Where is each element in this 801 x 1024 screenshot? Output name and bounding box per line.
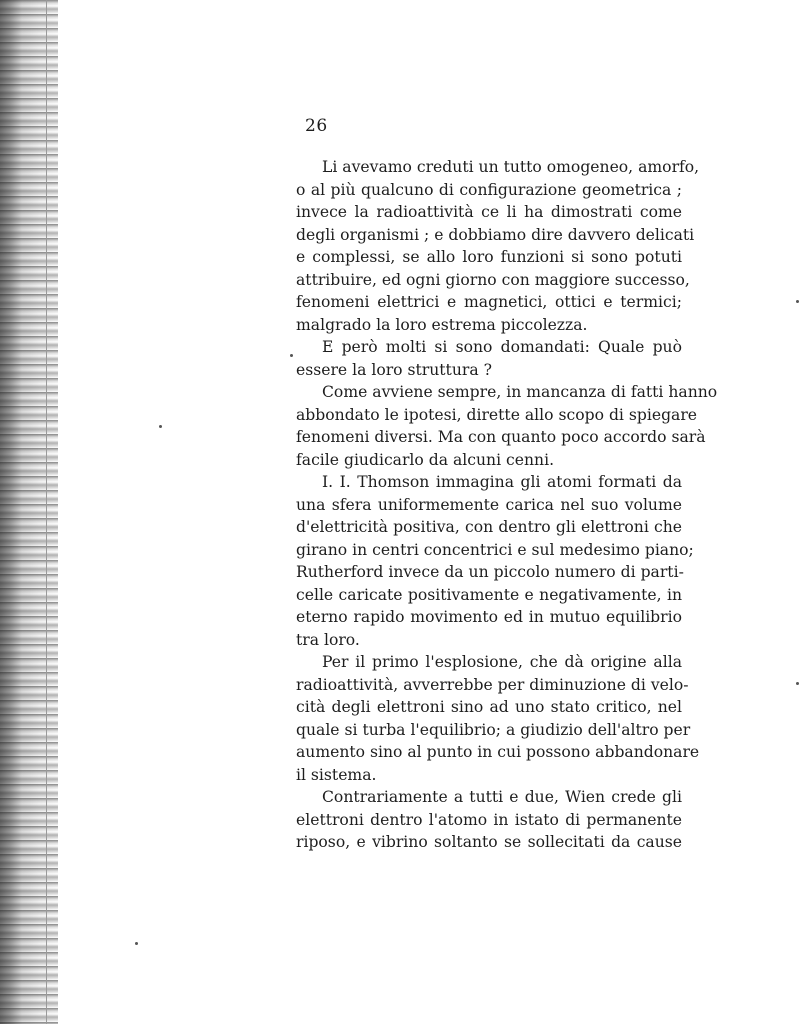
text-line: malgrado la loro estrema piccolezza.: [296, 315, 588, 334]
text-line: una sfera uniformemente carica nel suo volume: [296, 495, 682, 514]
text-line: d'elettricità positiva, con dentro gli elettroni che: [296, 518, 682, 536]
text-line: cità degli elettroni sino ad uno stato critico, nel: [296, 698, 682, 716]
text-line: Contrariamente a tutti e due, Wien crede gli: [322, 788, 682, 806]
text-line: Per il primo l'esplosione, che dà origine alla: [322, 653, 682, 671]
text-line: elettroni dentro l'atomo in istato di permanente: [296, 810, 682, 829]
text-line: degli organismi ; e dobbiamo dire davvero delicati: [296, 225, 695, 244]
text-line: il sistema.: [296, 765, 377, 784]
text-line: facile giudicarlo da alcuni cenni.: [296, 450, 555, 469]
text-line: fenomeni elettrici e magnetici, ottici e termici;: [296, 293, 682, 311]
text-line: girano in centri concentrici e sul medesimo piano;: [296, 540, 694, 559]
text-line: Come avviene sempre, in mancanza di fatti hanno: [322, 383, 718, 401]
text-line: e complessi, se allo loro funzioni si sono potuti: [296, 248, 682, 266]
scan-speck: [290, 354, 293, 357]
text-line: I. I. Thomson immagina gli atomi formati da: [322, 473, 682, 491]
text-line: essere la loro struttura ?: [296, 360, 492, 379]
text-line: eterno rapido movimento ed in mutuo equilibrio: [296, 608, 682, 626]
text-line: abbondato le ipotesi, dirette allo scopo di spiegare: [296, 405, 698, 424]
scan-speck: [135, 942, 138, 945]
body-text: [296, 156, 718, 854]
text-line: Rutherford invece da un piccolo numero di parti-: [296, 563, 684, 581]
text-line: celle caricate positivamente e negativamente, in: [296, 585, 682, 604]
text-line: attribuire, ed ogni giorno con maggiore successo,: [296, 270, 690, 289]
page-number: 26: [305, 116, 328, 136]
text-line: tra loro.: [296, 630, 360, 649]
text-line: Li avevamo creduti un tutto omogeneo, amorfo,: [322, 158, 700, 176]
text-line: o al più qualcuno di configurazione geometrica ;: [296, 180, 682, 199]
text-line: quale si turba l'equilibrio; a giudizio dell'altro per: [296, 720, 691, 739]
text-line: invece la radioattività ce li ha dimostrati come: [296, 203, 682, 221]
scan-speck: [796, 300, 799, 303]
text-line: riposo, e vibrino soltanto se sollecitati da cause: [296, 833, 682, 851]
scan-speck: [159, 425, 162, 428]
scanned-page-edge: [0, 0, 58, 1024]
scan-speck: [796, 682, 799, 685]
text-line: E però molti si sono domandati: Quale può: [322, 338, 682, 356]
text-line: fenomeni diversi. Ma con quanto poco accordo sarà: [296, 428, 706, 446]
page-gutter-line: [46, 0, 47, 1024]
text-line: aumento sino al punto in cui possono abbandonare: [296, 743, 700, 761]
text-line: radioattività, avverrebbe per diminuzione di velo-: [296, 675, 689, 694]
